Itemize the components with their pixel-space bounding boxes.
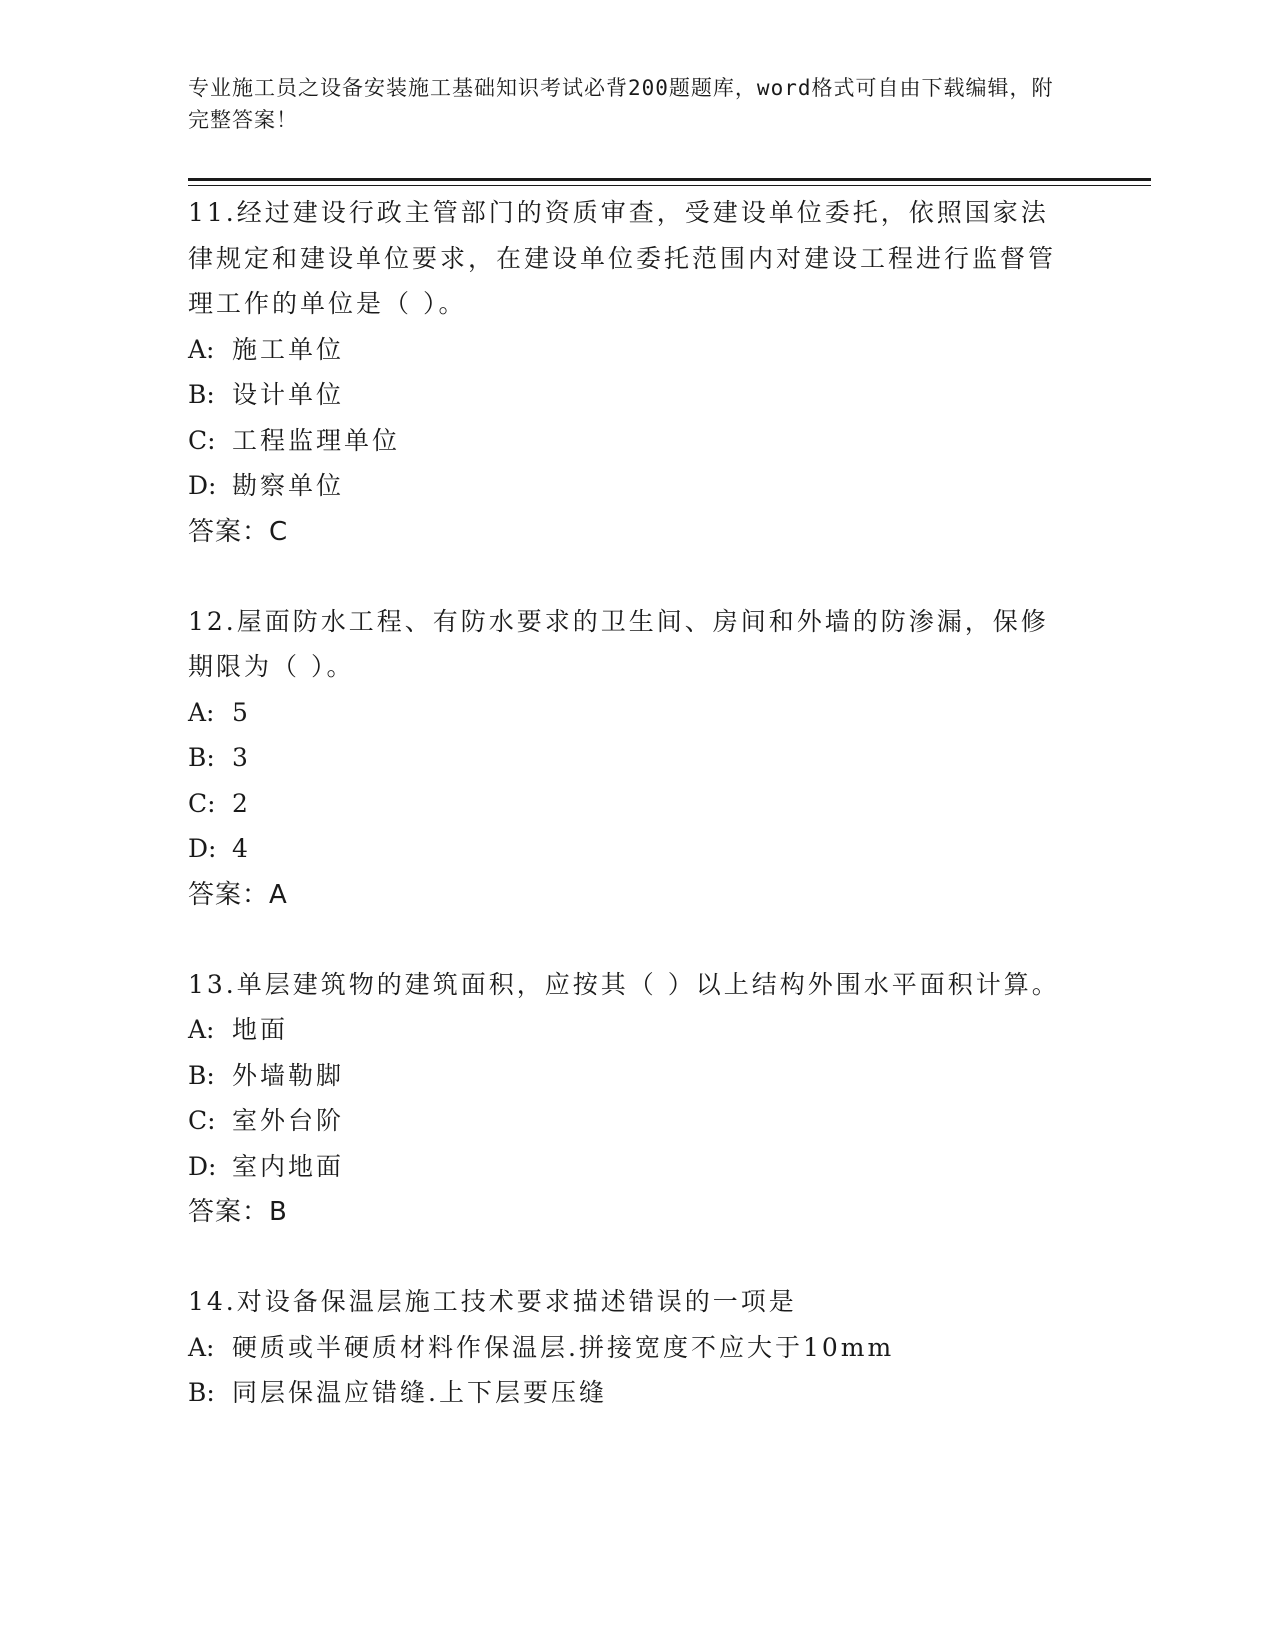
- option-letter: A:: [188, 334, 215, 364]
- question-12: [188, 599, 1068, 918]
- option-text: 3: [232, 743, 251, 772]
- option-a: [188, 327, 1068, 373]
- option-text: 室外台阶: [232, 1106, 345, 1135]
- option-text: 硬质或半硬质材料作保温层.拼接宽度不应大于10mm: [232, 1332, 895, 1362]
- option-letter: A:: [188, 1015, 215, 1044]
- option-a: [188, 1007, 1068, 1053]
- question-11: [188, 190, 1068, 555]
- option-text: 勘察单位: [232, 471, 345, 500]
- option-letter: D:: [188, 1151, 217, 1181]
- question-13: [188, 962, 1068, 1236]
- option-a: [188, 1325, 1068, 1371]
- option-d: [188, 463, 1068, 509]
- option-text: 2: [232, 788, 251, 818]
- option-text: 工程监理单位: [232, 425, 401, 455]
- option-b: [188, 1053, 1068, 1099]
- option-text: 5: [232, 697, 251, 727]
- option-letter: D:: [188, 834, 217, 863]
- option-text: 施工单位: [232, 334, 345, 364]
- question-text: 14.对设备保温层施工技术要求描述错误的一项是: [188, 1287, 797, 1316]
- option-text: 外墙勒脚: [232, 1060, 345, 1090]
- option-b: [188, 372, 1068, 418]
- option-letter: A:: [188, 697, 215, 727]
- option-letter: D:: [188, 471, 217, 500]
- answer-line: 答案：A: [188, 879, 288, 910]
- option-letter: C:: [188, 1106, 216, 1135]
- option-b: [188, 1370, 1068, 1416]
- answer-line: 答案：B: [188, 1197, 288, 1227]
- option-b: [188, 735, 1068, 781]
- option-letter: A:: [188, 1332, 215, 1362]
- question-list: [188, 190, 1068, 1460]
- option-letter: C:: [188, 788, 216, 818]
- option-a: [188, 690, 1068, 736]
- option-text: 室内地面: [232, 1151, 345, 1181]
- option-text: 4: [232, 834, 251, 863]
- option-c: [188, 781, 1068, 827]
- option-d: [188, 826, 1068, 872]
- question-text: 12.屋面防水工程、有防水要求的卫生间、房间和外墙的防渗漏，保修期限为（ ）。: [188, 606, 1049, 681]
- answer-line: 答案：C: [188, 516, 289, 547]
- option-c: [188, 418, 1068, 464]
- document-header: 专业施工员之设备安装施工基础知识考试必背200题题库，word格式可自由下载编辑，附完整答案！: [188, 76, 1054, 132]
- option-c: [188, 1098, 1068, 1144]
- option-d: [188, 1144, 1068, 1190]
- option-letter: B:: [188, 743, 215, 772]
- question-text: 11.经过建设行政主管部门的资质审查，受建设单位委托，依照国家法律规定和建设单位要求，在建设单位委托范围内对建设工程进行监督管理工作的单位是（ ）。: [188, 198, 1057, 318]
- header-divider: [188, 178, 1151, 186]
- option-letter: C:: [188, 425, 216, 455]
- option-text: 设计单位: [232, 380, 345, 409]
- question-14: [188, 1279, 1068, 1416]
- question-text: 13.单层建筑物的建筑面积，应按其（ ）以上结构外围水平面积计算。: [188, 969, 1060, 999]
- option-text: 地面: [232, 1015, 289, 1044]
- option-letter: B:: [188, 1378, 215, 1407]
- option-letter: B:: [188, 1060, 215, 1090]
- option-text: 同层保温应错缝.上下层要压缝: [232, 1378, 607, 1407]
- option-letter: B:: [188, 380, 215, 409]
